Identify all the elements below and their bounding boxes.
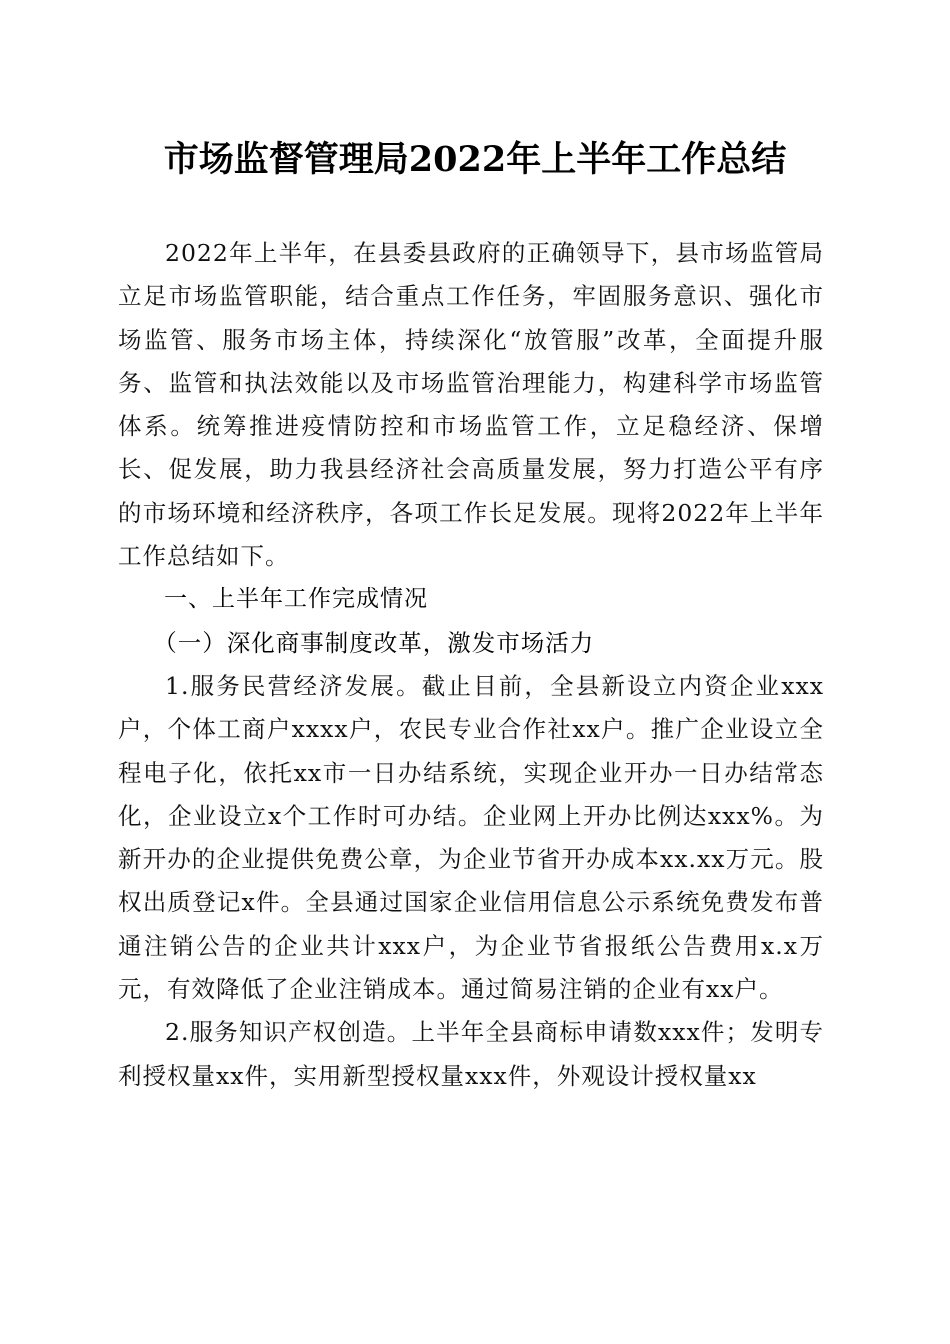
subsection-heading: （一）深化商事制度改革，激发市场活力 <box>153 628 595 657</box>
intro-paragraph: 2022年上半年，在县委县政府的正确领导下，县市场监管局立足市场监管职能，结合重点工作任务，牢固服务意识、强化市场监管、服务市场主体，持续深化“放管服”改革，全面提升服务、监管和执法效能以及市场监管治理能力，构建科学市场监管体系。统筹推进疫情防控和市场监管工作，立足稳经济、保增长、促发展，助力我县经济社会高质量发展，努力打造公平有序的市场环境和经济秩序，各项工作长足发展。现将2022年上半年工作总结如下。 <box>118 239 824 571</box>
item-paragraph-1: 1.服务民营经济发展。截止目前，全县新设立内资企业xxx户，个体工商户xxxx户，农民专业合作社xx户。推广企业设立全程电子化，依托xx市一日办结系统，实现企业开办一日办结常态化，企业设立x个工作时可办结。企业网上开办比例达xxx%。为新开办的企业提供免费公章，为企业节省开办成本xx.xx万元。股权出质登记x件。全县通过国家企业信用信息公示系统免费发布普通注销公告的企业共计xxx户，为企业节省报纸公告费用x.x万元，有效降低了企业注销成本。通过简易注销的企业有xx户。 <box>118 671 824 1004</box>
section-heading: 一、上半年工作完成情况 <box>164 586 428 613</box>
document-body <box>118 232 824 1098</box>
document-title: 市场监督管理局2022年上半年工作总结 <box>163 139 787 180</box>
item-paragraph-2: 2.服务知识产权创造。上半年全县商标申请数xxx件；发明专利授权量xx件，实用新型授权量xxx件，外观设计授权量xx <box>118 1018 824 1090</box>
